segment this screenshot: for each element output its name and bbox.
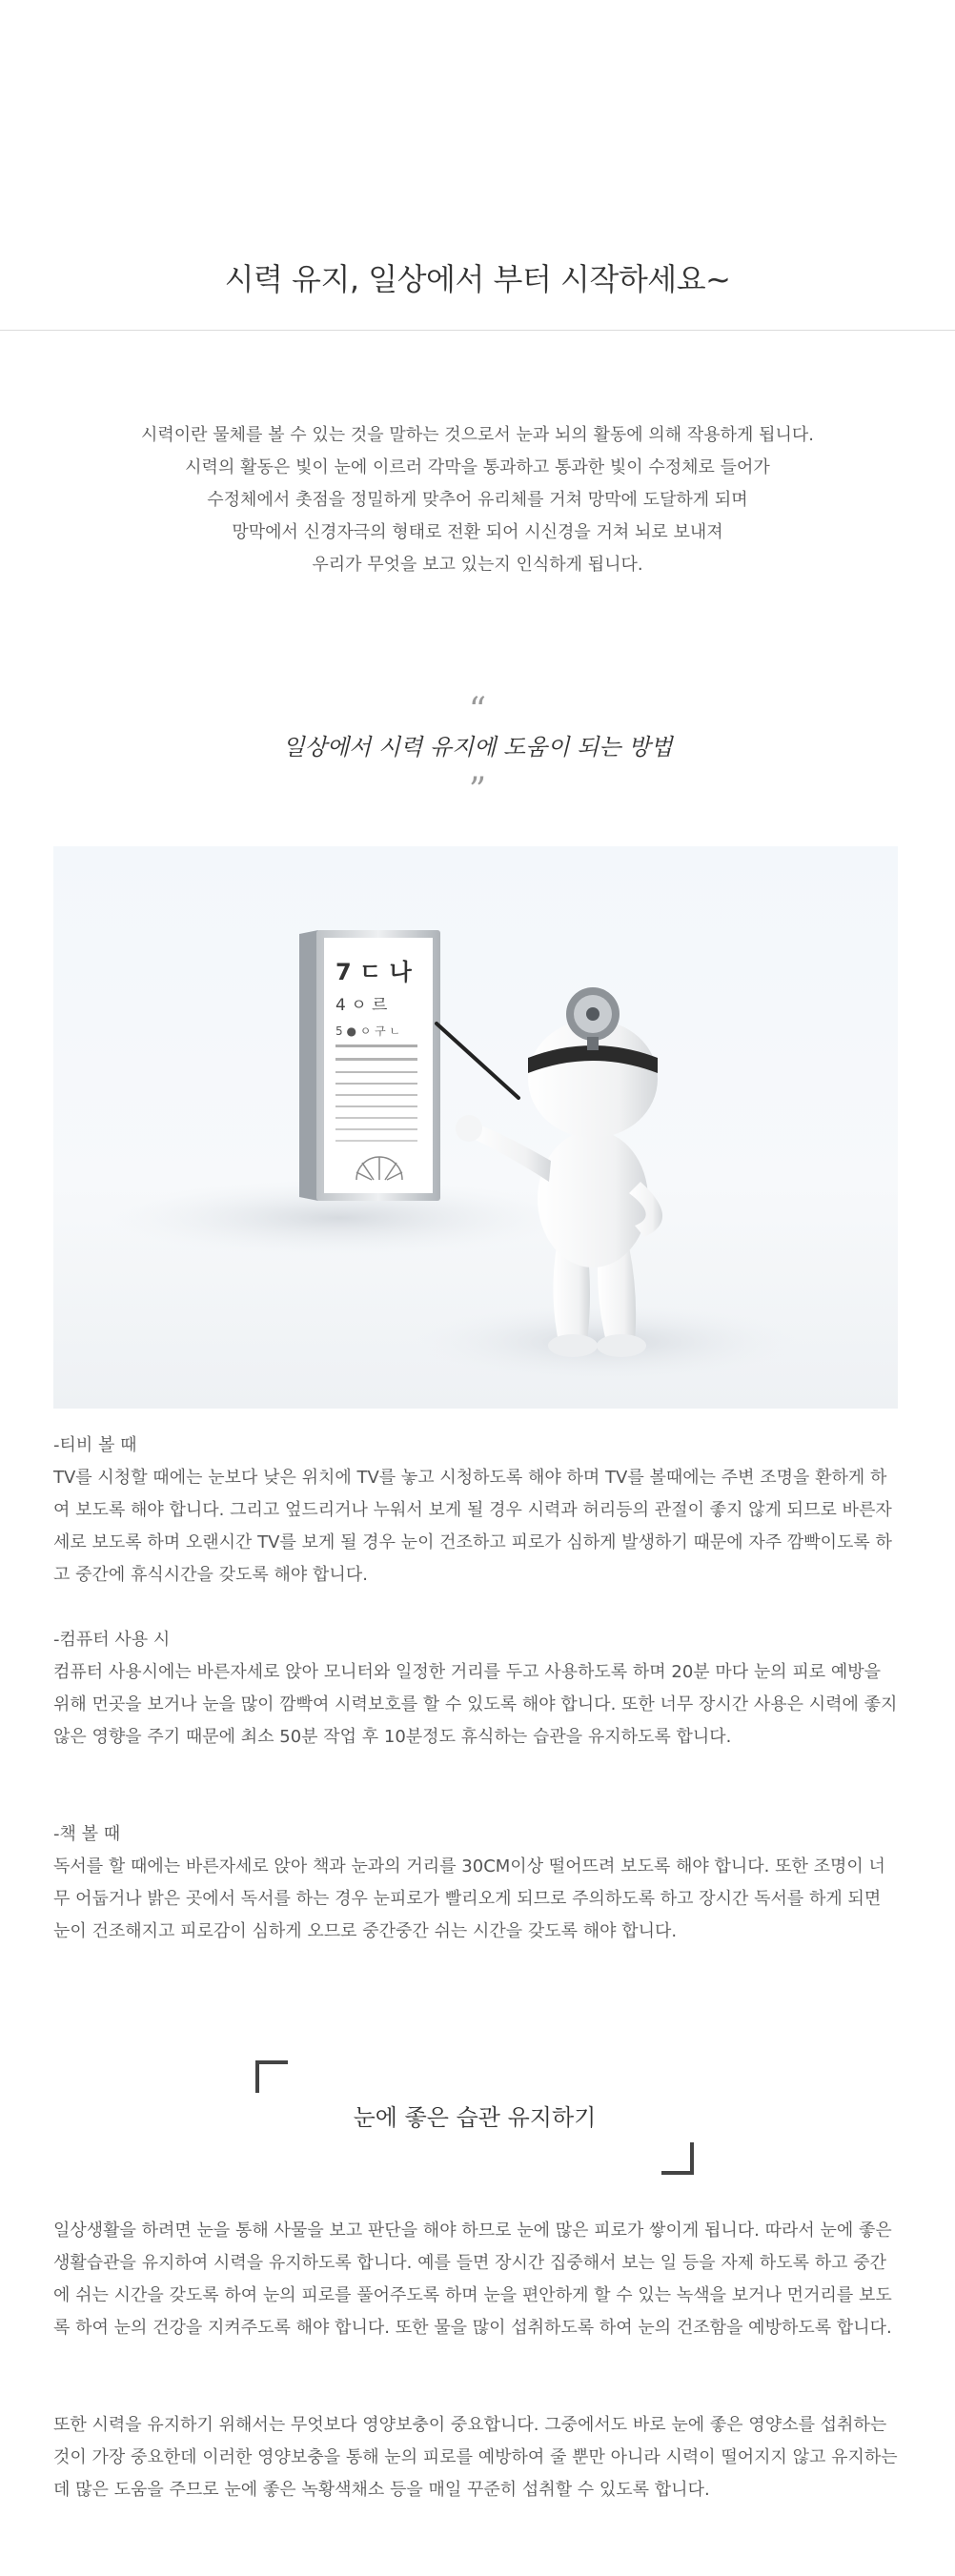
corner-bracket-bottom-right — [661, 2142, 694, 2175]
computer-tip-section — [53, 1624, 898, 1754]
section-body: TV를 시청할 때에는 눈보다 낮은 위치에 TV를 놓고 시청하도록 해야 하며 TV를 볼때에는 주변 조명을 환하게 하여 보도록 해야 합니다. 그리고 엎드리거나 누워서 보게 될 경우 시력과 허리등의 관절이 좋지 않게 되므로 바른자세로 보도록 하며 오랜시간 TV를 보게 될 경우 눈이 건조하고 피로가 심하게 발생하기 때문에 자주 깜빡이도록 하고 중간에 휴식시간을 갖도록 해야 합니다. — [53, 1468, 892, 1585]
section-label: -티비 볼 때 — [53, 1435, 137, 1455]
section-label: -책 볼 때 — [53, 1824, 121, 1844]
corner-bracket-top-left — [255, 2060, 288, 2093]
section-body: 컴퓨터 사용시에는 바른자세로 앉아 모니터와 일정한 거리를 두고 사용하도록 하며 20분 마다 눈의 피로 예방을 위해 먼곳을 보거나 눈을 많이 깜빡여 시력보호를 할 수 있도록 해야 합니다. 또한 너무 장시간 사용은 시력에 좋지 않은 영향을 주기 때문에 최소 50분 작업 후 10분정도 휴식하는 습관을 유지하도록 합니다. — [53, 1662, 898, 1747]
intro-line: 우리가 무엇을 보고 있는지 인식하게 됩니다. — [312, 555, 643, 575]
section-label: -컴퓨터 사용 시 — [53, 1630, 171, 1650]
intro-text — [0, 419, 955, 581]
eye-chart-row-1: 7 ㄷ 나 — [335, 959, 412, 985]
habit-heading-box — [255, 2060, 694, 2175]
eye-exam-illustration — [53, 846, 898, 1409]
pointer-stick-icon — [437, 1024, 518, 1098]
habit-heading: 눈에 좋은 습관 유지하기 — [353, 2104, 597, 2131]
habit-paragraph-2 — [53, 2409, 898, 2506]
doctor-figure-icon — [456, 987, 662, 1357]
section-body: 독서를 할 때에는 바른자세로 앉아 책과 눈과의 거리를 30CM이상 떨어뜨려 보도록 해야 합니다. 또한 조명이 너무 어둡거나 밝은 곳에서 독서를 하는 경우 눈피로가 빨리오게 되므로 주의하도록 하고 장시간 독서를 하게 되면 눈이 건조해지고 피로감이 심하게 오므로 중간중간 쉬는 시간을 갖도록 해야 합니다. — [53, 1856, 885, 1941]
habit-body: 일상생활을 하려면 눈을 통해 사물을 보고 판단을 해야 하므로 눈에 많은 피로가 쌓이게 됩니다. 따라서 눈에 좋은 생활습관을 유지하여 시력을 유지하도록 합니다. 예를 들면 장시간 집중해서 보는 일 등을 자제 하도록 하고 중간에 쉬는 시간을 갖도록 하여 눈의 피로를 풀어주도록 하며 눈을 편안하게 할 수 있는 녹색을 보거나 먼거리를 보도록 하여 눈의 건강을 지켜주도록 해야 합니다. 또한 물을 많이 섭취하도록 하여 눈의 건조함을 예방하도록 합니다. — [53, 2221, 892, 2338]
tv-tip-section — [53, 1430, 898, 1592]
close-quote-icon: ” — [468, 771, 487, 810]
open-quote-icon: “ — [468, 691, 487, 730]
intro-line: 시력의 활동은 빛이 눈에 이르러 각막을 통과하고 통과한 빛이 수정체로 들어가 — [185, 457, 770, 477]
intro-line: 수정체에서 촛점을 정밀하게 맞추어 유리체를 거쳐 망막에 도달하게 되며 — [207, 490, 748, 510]
habit-paragraph-1 — [53, 2215, 898, 2344]
intro-line: 망막에서 신경자극의 형태로 전환 되어 시신경을 거쳐 뇌로 보내져 — [232, 522, 723, 542]
section-subheading: 일상에서 시력 유지에 도움이 되는 방법 — [282, 734, 673, 761]
eye-chart-row-3: 5 ● ㅇ 구 ㄴ — [335, 1024, 401, 1038]
title-divider — [0, 330, 955, 331]
intro-line: 시력이란 물체를 볼 수 있는 것을 말하는 것으로서 눈과 뇌의 활동에 의해 작용하게 됩니다. — [140, 425, 815, 445]
book-tip-section — [53, 1818, 898, 1948]
eye-chart-icon — [299, 930, 440, 1201]
eye-chart-row-2: 4 ㅇ 르 — [335, 996, 388, 1015]
page-title: 시력 유지, 일상에서 부터 시작하세요~ — [224, 261, 731, 297]
habit-body: 또한 시력을 유지하기 위해서는 무엇보다 영양보충이 중요합니다. 그중에서도 바로 눈에 좋은 영양소를 섭취하는 것이 가장 중요한데 이러한 영양보충을 통해 눈의 피로를 예방하여 줄 뿐만 아니라 시력이 떨어지지 않고 유지하는데 많은 도움을 주므로 눈에 좋은 녹황색채소 등을 매일 꾸준히 섭취할 수 있도록 합니다. — [53, 2415, 898, 2500]
